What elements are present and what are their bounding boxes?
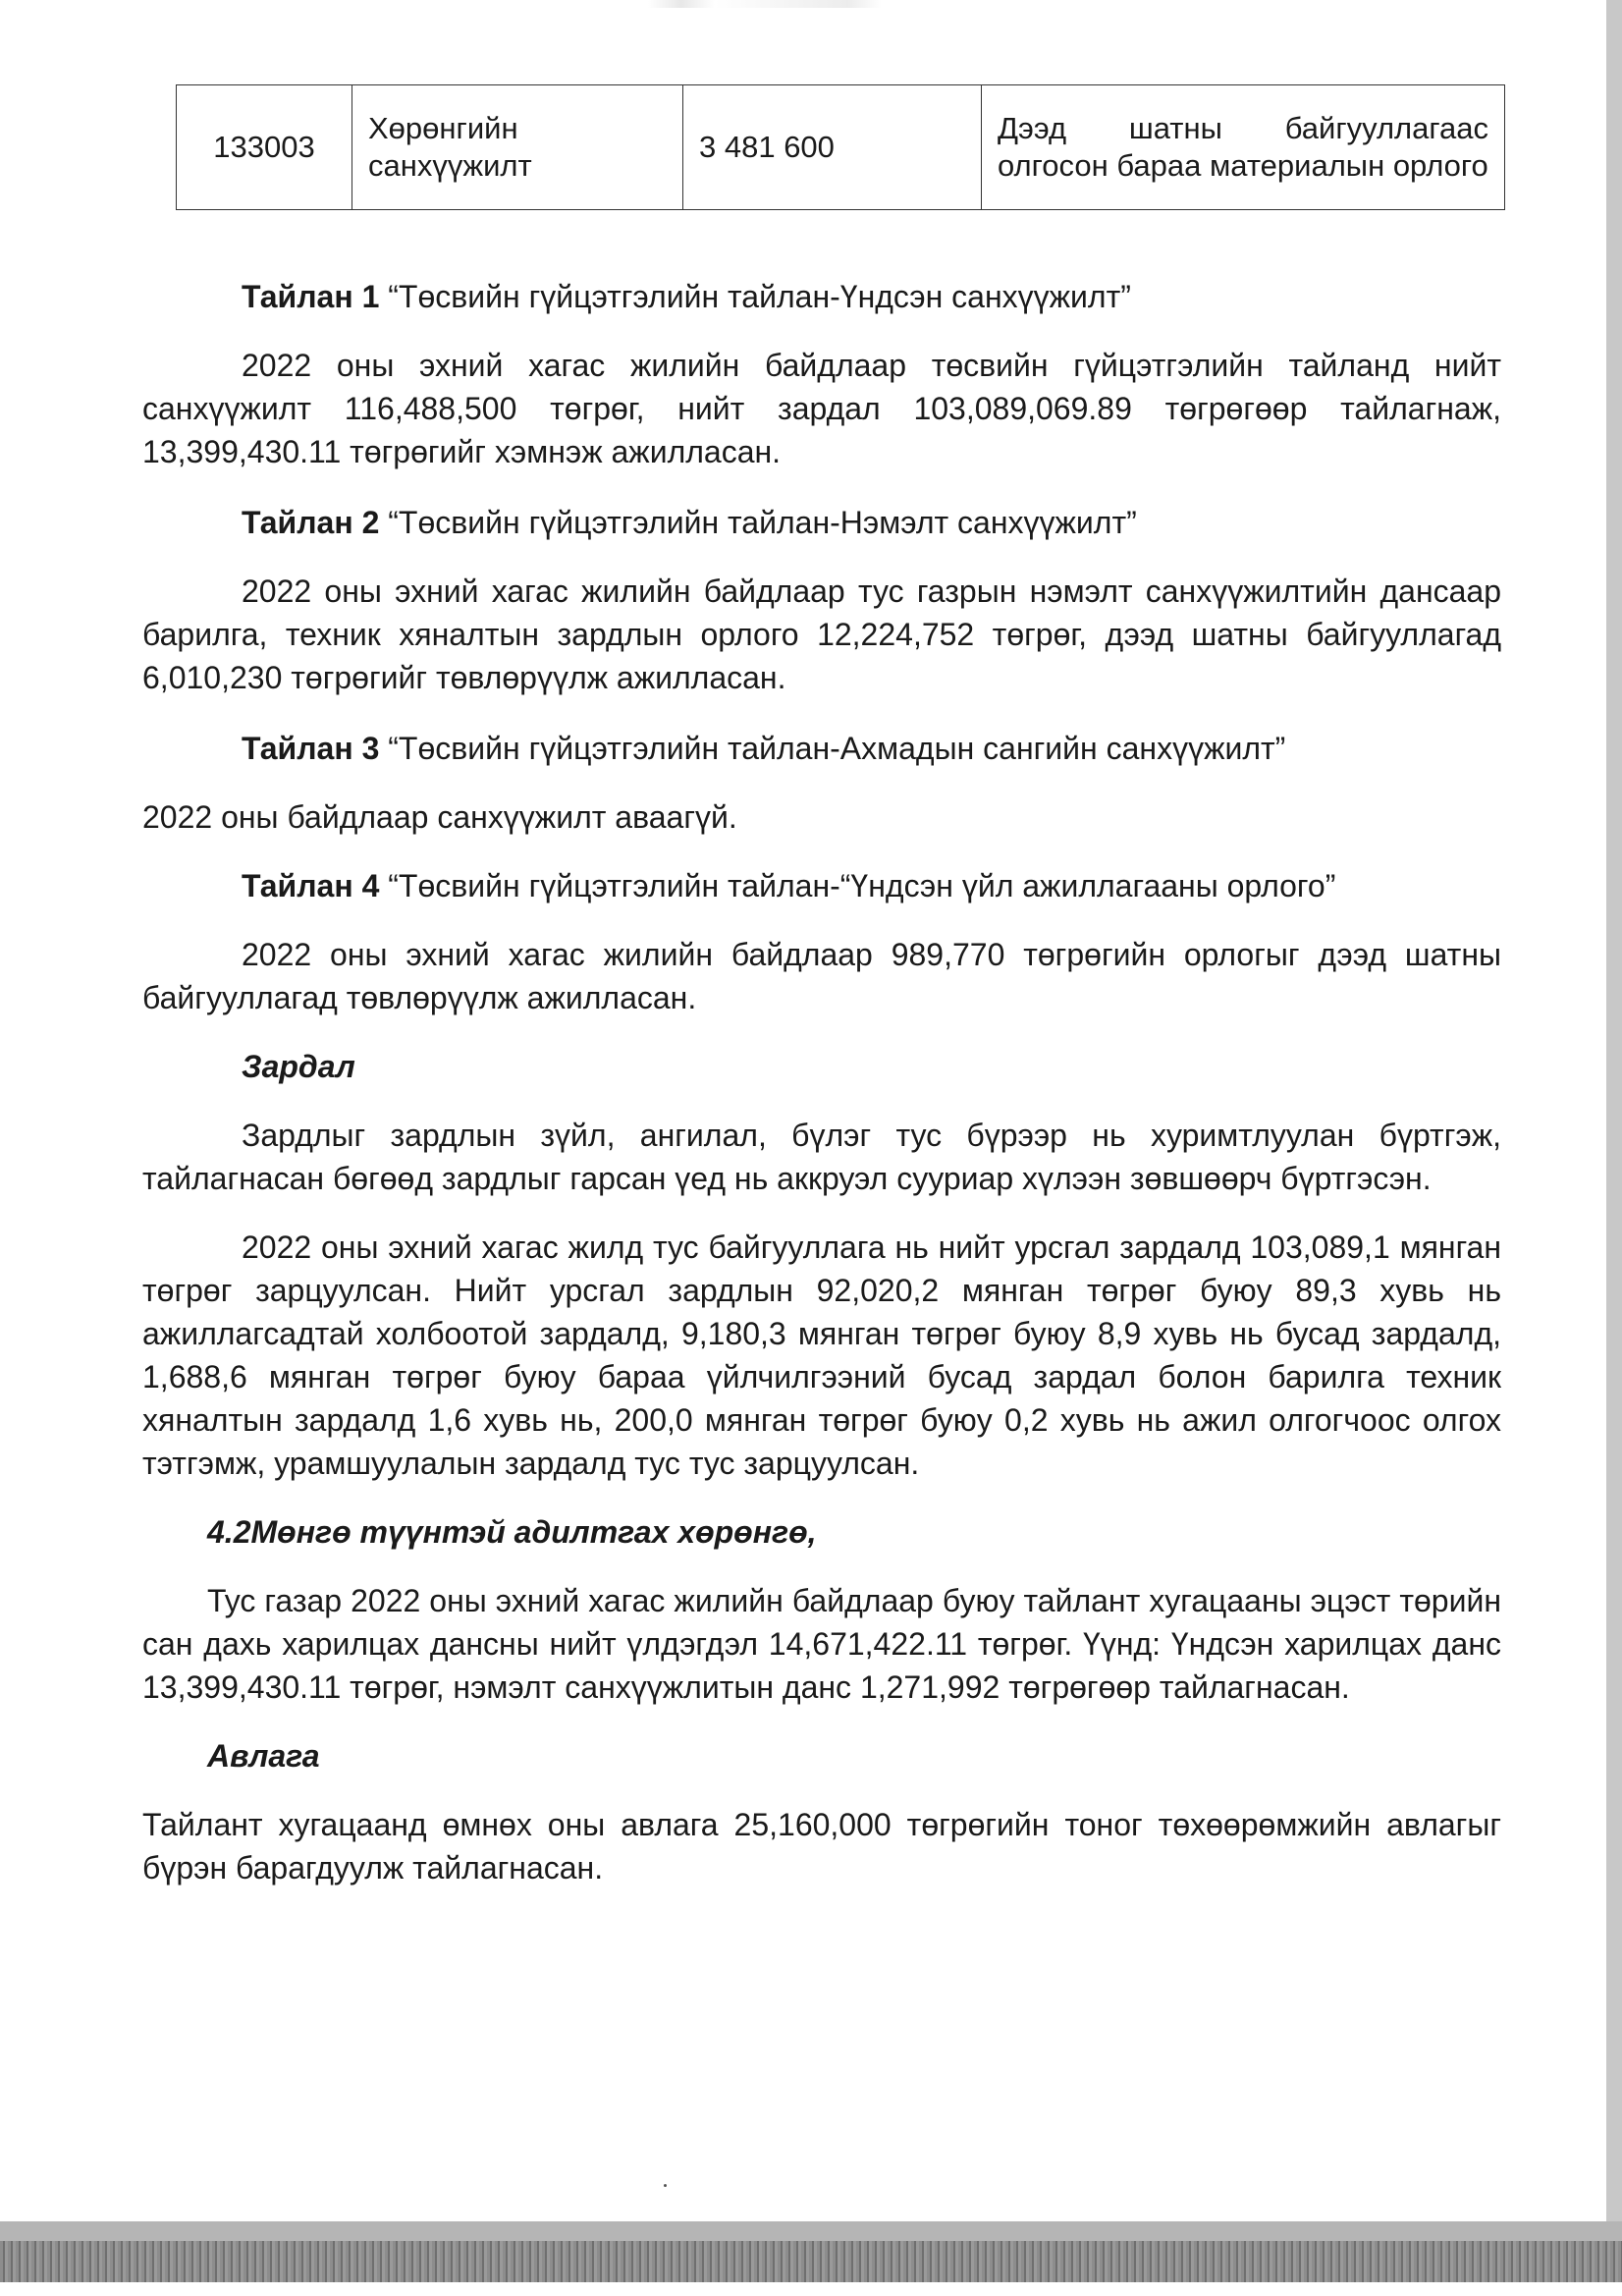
report1-body: 2022 оны эхний хагас жилийн байдлаар төсвийн гүйцэтгэлийн тайланд нийт санхүүжилт 116,488,500 төгрөг, нийт зардал 103,089,069.89 төгрөгөөр тайлагнаж, 13,399,430.11 төгрөгийг хэмнэж ажилласан. [142, 348, 1501, 469]
report1-label: Тайлан 1 [242, 279, 380, 314]
report4-body: 2022 оны эхний хагас жилийн байдлаар 989,770 төгрөгийн орлогыг дээд шатны байгууллагад төвлөрүүлж ажилласан. [142, 937, 1501, 1015]
report1-title: “Төсвийн гүйцэтгэлийн тайлан-Үндсэн санхүүжилт” [388, 279, 1131, 314]
table-cell-description: Дээд шатны байгууллагаас олгосон бараа материалын орлого [982, 85, 1505, 210]
report4-label: Тайлан 4 [242, 868, 380, 903]
receivables-body: Тайлант хугацаанд өмнөх оны авлага 25,160,000 төгрөгийн тоног төхөөрөмжийн авлагыг бүрэн барагдуулж тайлагнасан. [142, 1807, 1501, 1886]
report1-heading [142, 275, 1501, 318]
scan-specks [648, 0, 982, 8]
table-cell-name: Хөрөнгийн санхүүжилт [352, 85, 683, 210]
report4-heading [142, 864, 1501, 907]
receivables-heading: Авлага [207, 1738, 320, 1774]
scan-dot [664, 2184, 667, 2187]
scan-edge [1606, 0, 1622, 2296]
expenses-paragraph-2: 2022 оны эхний хагас жилд тус байгууллага нь нийт урсгал зардалд 103,089,1 мянган төгрөг зарцуулсан. Нийт урсгал зардлын 92,020,2 мянган төгрөг буюу 89,3 хувь нь ажиллагсадтай холбоотой зардалд, 9,180,3 мянган төгрөг буюу 8,9 хувь нь бусад зардалд, 1,688,6 мянган төгрөг буюу бараа үйлчилгээний бусад зардал болон барилга техник хяналтын зардалд 1,6 хувь нь, 200,0 мянган төгрөг буюу 0,2 хувь нь ажил олгогчоос олгох тэтгэмж, урамшуулалын зардалд тус тус зарцуулсан. [142, 1230, 1501, 1481]
report3-label: Тайлан 3 [242, 731, 380, 766]
report3-body: 2022 оны байдлаар санхүүжилт аваагүй. [142, 799, 737, 835]
report3-title: “Төсвийн гүйцэтгэлийн тайлан-Ахмадын сангийн санхүүжилт” [388, 731, 1286, 766]
cash-heading: 4.2Мөнгө түүнтэй адилтгах хөрөнгө, [207, 1514, 817, 1550]
expenses-paragraph-1: Зардлыг зардлын зүйл, ангилал, бүлэг тус бүрээр нь хуримтлуулан бүртгэж, тайлагнасан бөгөөд зардлыг гарсан үед нь аккруэл сууриар хүлээн зөвшөөрч бүртгэсэн. [142, 1118, 1501, 1196]
report-text [142, 275, 1501, 1889]
report2-label: Тайлан 2 [242, 505, 380, 540]
report2-body: 2022 оны эхний хагас жилийн байдлаар тус газрын нэмэлт санхүүжилтийн дансаар барилга, техник хяналтын зардлын орлого 12,224,752 төгрөг, дээд шатны байгууллагад 6,010,230 төгрөгийг төвлөрүүлж ажилласан. [142, 574, 1501, 695]
report2-heading [142, 501, 1501, 544]
revenue-table [176, 84, 1505, 210]
scan-bottom-strip [0, 2221, 1622, 2296]
report4-title: “Төсвийн гүйцэтгэлийн тайлан-“Үндсэн үйл ажиллагааны орлого” [388, 868, 1336, 903]
table-row [177, 85, 1505, 210]
report2-title: “Төсвийн гүйцэтгэлийн тайлан-Нэмэлт санхүүжилт” [388, 505, 1137, 540]
expenses-heading: Зардал [242, 1049, 355, 1084]
table-cell-amount: 3 481 600 [683, 85, 982, 210]
table-cell-code: 133003 [177, 85, 352, 210]
cash-body: Тус газар 2022 оны эхний хагас жилийн байдлаар буюу тайлант хугацааны эцэст төрийн сан дахь харилцах дансны нийт үлдэгдэл 14,671,422.11 төгрөг. Үүнд: Үндсэн харилцах данс 13,399,430.11 төгрөг, нэмэлт санхүүжлитын данс 1,271,992 төгрөгөөр тайлагнасан. [142, 1583, 1501, 1705]
report3-heading [142, 727, 1501, 770]
